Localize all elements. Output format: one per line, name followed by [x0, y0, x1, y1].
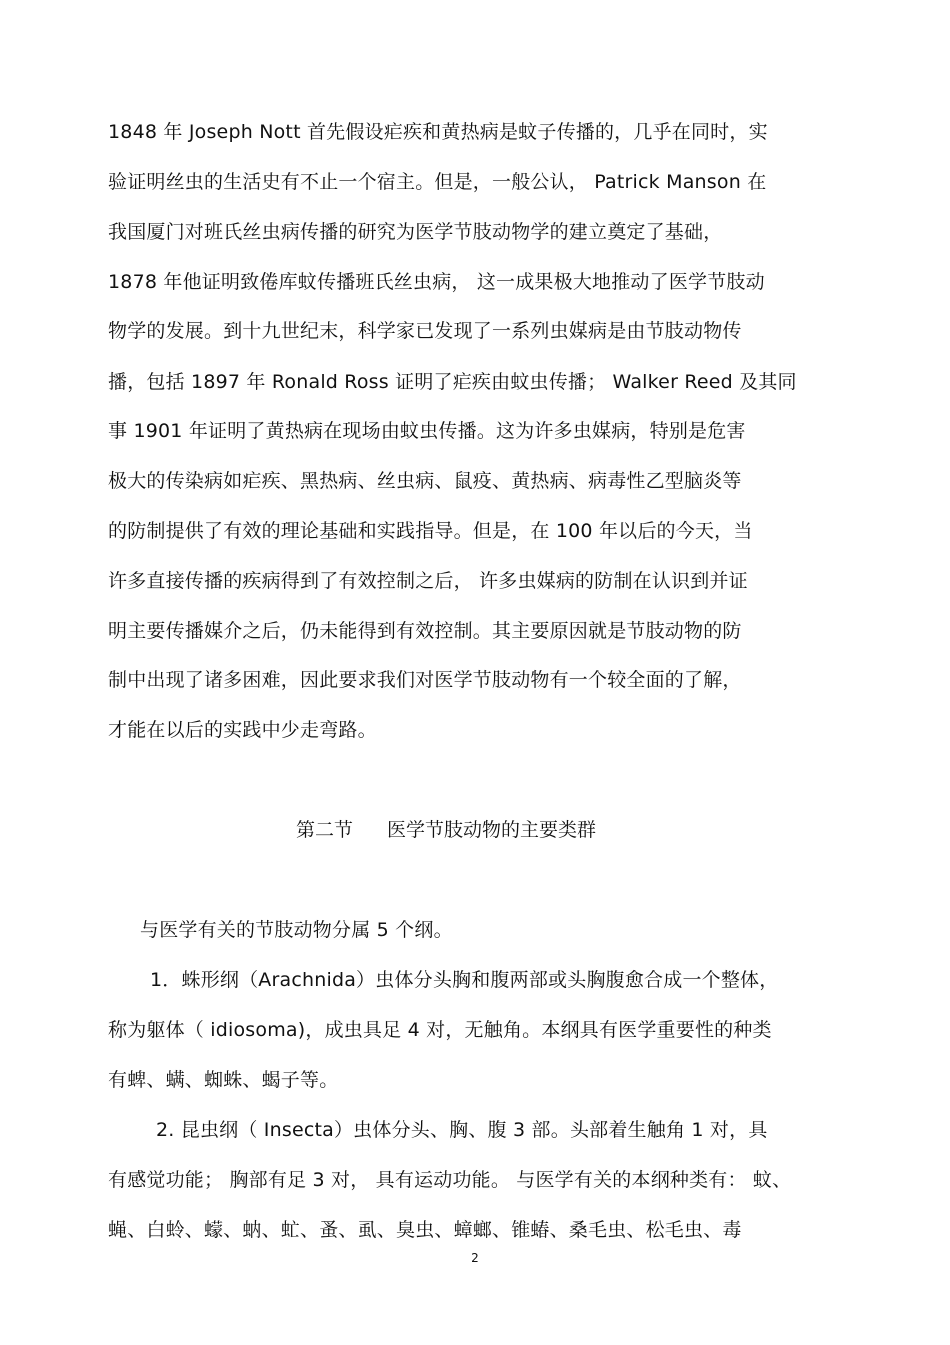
page-number: 2: [471, 1251, 479, 1265]
body-text-line: 1878 年他证明致倦库蚊传播班氏丝虫病， 这一成果极大地推动了医学节肢动: [108, 271, 765, 293]
list-item-insecta: 2. 昆虫纲（ Insecta）虫体分头、胸、腹 3 部。头部着生触角 1 对，具: [156, 1119, 768, 1141]
section-title: 医学节肢动物的主要类群: [387, 819, 597, 841]
body-text-line: 极大的传染病如疟疾、黑热病、丝虫病、鼠疫、黄热病、病毒性乙型脑炎等: [108, 470, 742, 492]
body-text-line: 事 1901 年证明了黄热病在现场由蚊虫传播。这为许多虫媒病，特别是危害: [108, 420, 746, 442]
body-text-line: 称为躯体（ idiosoma)，成虫具足 4 对，无触角。本纲具有医学重要性的种类: [108, 1019, 772, 1041]
body-text-line: 有感觉功能； 胸部有足 3 对， 具有运动功能。 与医学有关的本纲种类有： 蚊、: [108, 1169, 792, 1191]
body-text-line: 1848 年 Joseph Nott 首先假设疟疾和黄热病是蚊子传播的，几乎在同时，实: [108, 121, 768, 143]
body-text-line: 验证明丝虫的生活史有不止一个宿主。但是，一般公认， Patrick Manson 在: [108, 171, 767, 193]
body-text-line: 的防制提供了有效的理论基础和实践指导。但是，在 100 年以后的今天，当: [108, 520, 753, 542]
list-item-arachnida: 1．蛛形纲（Arachnida）虫体分头胸和腹两部或头胸腹愈合成一个整体，: [150, 969, 779, 991]
body-text-line: 有蜱、螨、蜘蛛、蝎子等。: [108, 1069, 339, 1091]
body-text-line: 播，包括 1897 年 Ronald Ross 证明了疟疾由蚊虫传播； Walker Reed 及其同: [108, 371, 797, 393]
body-text-line: 我国厦门对班氏丝虫病传播的研究为医学节肢动物学的建立奠定了基础，: [108, 221, 723, 243]
body-text-line: 物学的发展。到十九世纪末，科学家已发现了一系列虫媒病是由节肢动物传: [108, 320, 742, 342]
body-text-line: 明主要传播媒介之后，仍未能得到有效控制。其主要原因就是节肢动物的防: [108, 620, 742, 642]
body-text-line: 才能在以后的实践中少走弯路。: [108, 719, 377, 741]
body-text-line: 许多直接传播的疾病得到了有效控制之后， 许多虫媒病的防制在认识到并证: [108, 570, 748, 592]
body-text-line: 与医学有关的节肢动物分属 5 个纲。: [140, 919, 453, 941]
body-text-line: 蝇、白蛉、蠓、蚋、虻、蚤、虱、臭虫、蟑螂、锥蝽、桑毛虫、松毛虫、毒: [108, 1219, 742, 1241]
section-number: 第二节: [296, 819, 354, 841]
section-heading: [296, 818, 596, 842]
body-text-line: 制中出现了诸多困难，因此要求我们对医学节肢动物有一个较全面的了解，: [108, 669, 742, 691]
